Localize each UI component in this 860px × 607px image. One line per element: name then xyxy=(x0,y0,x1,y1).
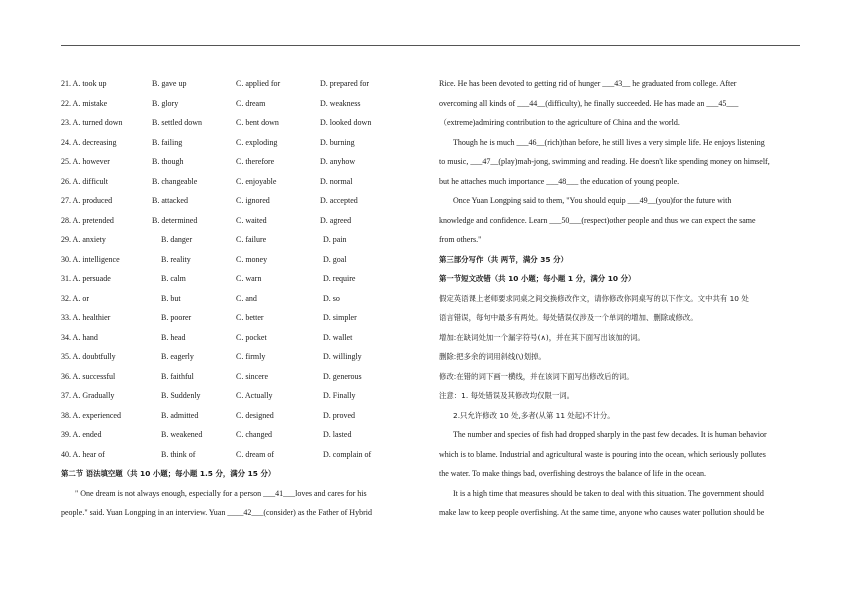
passage-line: which is to blame. Industrial and agricultural waste is pouring into the ocean, which seriously pollutes xyxy=(439,449,766,459)
instruction-line: 增加:在缺词处加一个漏字符号(∧)，并在其下面写出该加的词。 xyxy=(439,332,645,342)
question-option-a: 24. A. decreasing xyxy=(61,137,117,147)
question-option-b: B. failing xyxy=(152,137,183,147)
question-option-d: D. pain xyxy=(323,235,347,244)
instruction-line: 注意：1. 每处错误及其修改均仅限一词。 xyxy=(439,391,575,400)
question-option-a: 22. A. mistake xyxy=(61,98,108,108)
instruction-line: 语言错误，每句中最多有两处。每处错误仅涉及一个单词的增加、删除或修改。 xyxy=(439,313,698,322)
question-option-d: D. looked down xyxy=(320,118,372,127)
passage-line: Though he is much ___46__(rich)than before, he still lives a very simple life. He enjoys listening xyxy=(453,137,765,147)
section-heading: 第三部分写作（共 两节，满分 35 分） xyxy=(439,254,568,264)
question-option-c: C. and xyxy=(236,293,257,303)
question-option-a: 26. A. difficult xyxy=(61,176,108,186)
question-option-a: 31. A. persuade xyxy=(61,274,111,283)
question-row xyxy=(61,139,411,159)
question-row xyxy=(61,431,411,451)
question-option-b: B. calm xyxy=(161,274,186,283)
question-row xyxy=(61,373,411,393)
question-option-c: C. ignored xyxy=(236,196,270,205)
passage-line: from others." xyxy=(439,235,482,244)
passage-line: the water. To make things bad, overfishing destroys the balance of life in the ocean. xyxy=(439,469,706,478)
passage-line: Once Yuan Longping said to them, "You should equip ___49__(you)for the future with xyxy=(453,196,732,205)
instruction-line: 删除:把多余的词用斜线(\)划掉。 xyxy=(439,352,546,361)
question-option-d: D. willingly xyxy=(323,352,362,361)
question-option-d: D. goal xyxy=(323,254,347,264)
passage-line: The number and species of fish had dropped sharply in the past few decades. It is human behavior xyxy=(453,430,767,439)
subsection-heading: 第一节短文改错（共 10 小题；每小题 1 分，满分 10 分） xyxy=(439,274,636,283)
question-list xyxy=(61,80,411,470)
passage-line: （extreme)admiring contribution to the agriculture of China and the world. xyxy=(439,118,680,127)
question-option-a: 32. A. or xyxy=(61,293,89,303)
question-option-a: 37. A. Gradually xyxy=(61,391,115,400)
passage-line: make law to keep people overfishing. At the same time, anyone who causes water pollution should be xyxy=(439,508,765,517)
question-option-c: C. dream xyxy=(236,98,266,108)
question-option-d: D. require xyxy=(323,274,356,283)
question-option-c: C. Actually xyxy=(236,391,273,400)
question-option-b: B. faithful xyxy=(161,371,194,381)
question-option-d: D. anyhow xyxy=(320,157,356,166)
section-heading: 第二节 语法填空题（共 10 小题；每小题 1.5 分，满分 15 分） xyxy=(61,469,276,478)
question-option-b: B. Suddenly xyxy=(161,391,201,400)
question-option-c: C. warn xyxy=(236,274,262,283)
question-row xyxy=(61,236,411,256)
question-option-d: D. burning xyxy=(320,137,355,147)
question-row xyxy=(61,392,411,412)
question-option-d: D. accepted xyxy=(320,196,358,205)
question-option-a: 30. A. intelligence xyxy=(61,254,120,264)
question-option-b: B. reality xyxy=(161,254,191,264)
question-row xyxy=(61,178,411,198)
question-row xyxy=(61,334,411,354)
question-row xyxy=(61,256,411,276)
question-option-c: C. applied for xyxy=(236,79,281,88)
question-option-d: D. complain of xyxy=(323,449,372,459)
question-option-c: C. changed xyxy=(236,430,272,439)
question-option-c: C. dream of xyxy=(236,449,274,459)
question-option-a: 29. A. anxiety xyxy=(61,235,106,244)
question-row xyxy=(61,314,411,334)
question-option-b: B. but xyxy=(161,293,181,303)
passage-line: " One dream is not always enough, especially for a person ___41___loves and cares for his xyxy=(75,488,367,498)
question-option-d: D. weakness xyxy=(320,98,361,108)
question-option-c: C. bent down xyxy=(236,118,279,127)
question-option-b: B. determined xyxy=(152,215,198,225)
question-option-c: C. waited xyxy=(236,215,267,225)
question-option-d: D. wallet xyxy=(323,332,353,342)
question-option-a: 40. A. hear of xyxy=(61,449,105,459)
question-option-b: B. head xyxy=(161,332,186,342)
question-option-d: D. normal xyxy=(320,176,353,186)
question-option-b: B. danger xyxy=(161,235,193,244)
header-rule xyxy=(61,45,800,46)
question-option-a: 27. A. produced xyxy=(61,196,113,205)
question-option-b: B. weakened xyxy=(161,430,203,439)
question-option-c: C. money xyxy=(236,254,268,264)
question-row xyxy=(61,80,411,100)
question-option-a: 28. A. pretended xyxy=(61,215,114,225)
question-option-c: C. exploding xyxy=(236,137,278,147)
question-option-a: 36. A. successful xyxy=(61,371,116,381)
question-option-b: B. eagerly xyxy=(161,352,194,361)
instruction-line: 修改:在错的词下画一横线，并在该词下面写出修改后的词。 xyxy=(439,371,634,381)
question-option-c: C. failure xyxy=(236,235,267,244)
question-option-b: B. glory xyxy=(152,98,179,108)
question-option-d: D. Finally xyxy=(323,391,356,400)
question-row xyxy=(61,451,411,471)
question-option-c: C. firmly xyxy=(236,352,266,361)
passage-line: It is a high time that measures should be taken to deal with this situation. The government should xyxy=(453,488,764,498)
question-row xyxy=(61,119,411,139)
question-option-b: B. think of xyxy=(161,449,196,459)
question-row xyxy=(61,275,411,295)
question-option-a: 25. A. however xyxy=(61,157,110,166)
passage-line: but he attaches much importance ___48___ the education of young people. xyxy=(439,176,680,186)
passage-line: people." said. Yuan Longping in an interview. Yuan ____42___(consider) as the Father of Hybrid xyxy=(61,508,372,517)
question-option-b: B. attacked xyxy=(152,196,188,205)
question-option-a: 34. A. hand xyxy=(61,332,98,342)
question-option-b: B. changeable xyxy=(152,176,198,186)
question-option-c: C. pocket xyxy=(236,332,267,342)
question-row xyxy=(61,197,411,217)
question-option-a: 35. A. doubtfully xyxy=(61,352,116,361)
question-option-a: 39. A. ended xyxy=(61,430,102,439)
question-row xyxy=(61,158,411,178)
question-option-b: B. gave up xyxy=(152,79,187,88)
question-option-d: D. so xyxy=(323,293,340,303)
passage-line: overcoming all kinds of ___44__(difficulty), he finally succeeded. He has made an ___45___ xyxy=(439,98,739,108)
question-row xyxy=(61,217,411,237)
question-row xyxy=(61,412,411,432)
instruction-line: 2.只允许修改 10 处,多者(从第 11 处起)不计分。 xyxy=(453,410,615,420)
question-option-a: 21. A. took up xyxy=(61,79,107,88)
question-option-c: C. designed xyxy=(236,410,274,420)
question-option-c: C. therefore xyxy=(236,157,275,166)
question-option-a: 38. A. experienced xyxy=(61,410,121,420)
instruction-line: 假定英语课上老师要求同桌之间交换修改作文，请你修改你同桌写的以下作文。文中共有 10 处 xyxy=(439,293,749,303)
question-option-c: C. better xyxy=(236,313,264,322)
question-option-c: C. sincere xyxy=(236,371,268,381)
question-option-d: D. agreed xyxy=(320,215,352,225)
question-option-b: B. settled down xyxy=(152,118,202,127)
right-column xyxy=(439,80,801,529)
question-option-d: D. proved xyxy=(323,410,355,420)
question-row xyxy=(61,295,411,315)
question-option-d: D. generous xyxy=(323,371,362,381)
question-option-a: 23. A. turned down xyxy=(61,118,123,127)
question-option-c: C. enjoyable xyxy=(236,176,277,186)
question-option-b: B. admitted xyxy=(161,410,199,420)
passage-line: to music, ___47__(play)mah-jong, swimming and reading. He doesn't like spending money on himself, xyxy=(439,157,770,166)
question-row xyxy=(61,353,411,373)
question-option-b: B. though xyxy=(152,157,184,166)
question-option-a: 33. A. healthier xyxy=(61,313,111,322)
question-option-d: D. lasted xyxy=(323,430,352,439)
left-column xyxy=(61,80,411,529)
question-option-d: D. prepared for xyxy=(320,79,370,88)
question-row xyxy=(61,100,411,120)
question-option-d: D. simpler xyxy=(323,313,357,322)
passage-line: Rice. He has been devoted to getting rid of hunger ___43__ he graduated from college. After xyxy=(439,79,737,88)
passage-line: knowledge and confidence. Learn ___50___(respect)other people and thus we can expect the same xyxy=(439,215,756,225)
question-option-b: B. poorer xyxy=(161,313,192,322)
